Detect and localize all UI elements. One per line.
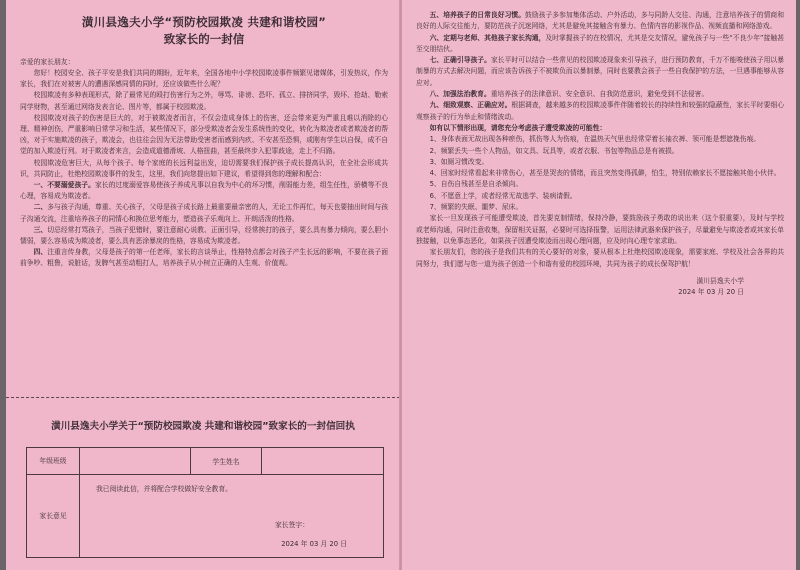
receipt-table [26, 447, 384, 558]
suggestion-item: 五、培养孩子的日常良好习惯。鼓励孩子多参加集体活动、户外活动，多与同龄人交往、沟通，注意培养孩子的情商和良好的人际交往能力，要防范孩子沉迷网络，尤其是避免其接触含有暴力、色情内容的影视作品、视频直播和网络游戏。 [416, 11, 784, 31]
signature-label: 家长签字： [275, 521, 309, 529]
suggestion-item: 二、多与孩子沟通，尊重、关心孩子，父母是孩子成长路上最重要最亲密的人，无论工作再忙，每天也要抽出时间与孩子沟通交流，注重培养孩子的同情心和换位思考能力，塑造孩子乐观向上、开朗活泼的性格。 [20, 203, 389, 223]
student-name-field[interactable] [262, 448, 384, 475]
sign-item: 3、如厕习惯改变。 [429, 157, 489, 166]
grade-class-field[interactable] [80, 448, 191, 475]
suggestion-item: 八、加强法治教育。重培养孩子的法律意识、安全意识、自我防范意识，避免受到不法侵害。 [429, 90, 709, 99]
cut-line [6, 397, 400, 398]
sign-item: 1、身体表面无故出现各种瘀伤，抓伤等人为伤痕，在温热天气里也经常穿着长袖衣裤、领可能是想遮挽伤痕。 [429, 135, 761, 144]
sign-item: 4、回家时经常看起来非常伤心，甚至是哭丧的情绪，而且突然变得孤僻，怕生，特别依赖家长不愿接触其他小伙伴。 [429, 169, 781, 178]
signs-intro: 如有以下情形出现，请您充分考虑孩子遭受欺凌的可能性： [429, 123, 607, 132]
parent-opinion-label: 家长意见 [27, 475, 80, 558]
closing-paragraph: 家长朋友们，您的孩子是我们共有的关心要好的对象，要从根本上杜绝校园欺凌现象，需要家庭、学校及社会各界的共同努力，我们愿与您一道为孩子创造一个和谐有爱的校园环境，共同为孩子的成长保驾护航！ [416, 248, 784, 268]
signs-list [416, 134, 784, 213]
letter-subtitle: 致家长的一封信 [163, 32, 245, 46]
receipt-title: 潢川县逸夫小学关于“预防校园欺凌 共建和谐校园”致家长的一封信回执 [51, 421, 355, 432]
letter-page-left [6, 0, 400, 570]
student-name-label: 学生姓名 [191, 448, 262, 475]
opinion-text: 我已阅读此信，并将配合学校做好安全教育。 [96, 485, 232, 493]
harm-paragraph: 校园欺凌对孩子的伤害是巨大的，对于被欺凌者而言，不仅会造成身体上的伤害，还会带来更为严重且难以消除的心理、精神创伤，严重影响日常学习和生活，某些情况下，部分受欺凌者会发生系统性的变化，转化为欺凌者或者欺凌者的帮凶，对于实施欺凌的孩子，欺凌会，也往往会因为无法带助受害者而感到内疚、不安甚至恐惧，或刚有学生以自保，成不自觉的加入欺凌行列。对于欺凌者来言，会造成道德滑坡、人格扭曲，甚至最终步入犯罪歧途，走上不归路。 [20, 113, 388, 156]
response-paragraph: 家长一旦发现孩子可能遭受欺凌，首先要克制情绪，保持冷静，要鼓励孩子勇敢的说出来（这个很重要），及时与学校或老师沟通，同时注意收集，保留相关证据，必要时可选择报警，运用法律武器来保护孩子，尽量避免与欺凌者或其家长单独接触，以免事态恶化，如果孩子因遭受欺凌而出现心理问题，应及时向心理专家求助。 [416, 214, 784, 245]
sign-item: 7、频繁的失眠、噩梦、尿床。 [429, 203, 523, 212]
letter-page-right [402, 0, 796, 570]
intro-paragraph: 您好！校园安全、孩子平安是我们共同的期盼，近年来，全国各地中小学校园欺凌事件频繁见诸媒体，引发热议，作为家长，我们在对被害人的遭遇深感同情的同时，还应该做些什么呢？ [20, 69, 388, 89]
suggestion-item: 六、定期与老师、其他孩子家长沟通，及时掌握孩子的在校情况，尤其是交友情况，避免孩子与一些“不良少年”接触甚至交朋结伙。 [416, 33, 784, 53]
suggestion-item: 一、不要溺爱孩子。家长的过度溺爱容易使孩子养成凡事以自我为中心的坏习惯，削弱能力差，组生任性，骄横等不良心理，容易成为欺凌者。 [20, 181, 388, 201]
suggestion-item: 三、切忌经常打骂孩子，当孩子犯错时，要注意耐心说教、正面引导，经常挨打的孩子，要么具有暴力倾向，要么胆小懦弱，要么容易成为欺凌者，要么具有恶涂暴戾的性格，容易成为欺凌者。 [20, 225, 389, 246]
grade-class-label: 年级班级 [27, 448, 80, 475]
receipt-date: 2024 年 03 月 20 日 [281, 540, 347, 548]
suggestion-intro-paragraph: 校园欺凌危害巨大，从每个孩子、每个家庭的长远利益出发，迫切需要我们保护孩子成长提高认识，在全社会形成共识，共同防止，杜绝校园欺凌事件的发生，这里，我们向您提出如下建议，希望得到您的理解和配合： [20, 158, 388, 178]
parent-opinion-field[interactable] [80, 475, 384, 558]
suggestion-item: 四、注重言传身教，父母是孩子的第一任老师，家长的言谈举止，性格特点都会对孩子产生长远的影响，不要在孩子面前争吵、粗鲁，说脏话，发脾气甚至动粗打人，培养孩子从小树立正确的人生观、价值观。 [20, 248, 389, 268]
letter-title: 潢川县逸夫小学“预防校园欺凌 共建和谐校园” [81, 15, 327, 29]
salutation: 亲爱的家长朋友： [20, 58, 75, 66]
signature-school: 潢川县逸夫小学 [696, 276, 744, 285]
signature-date: 2024 年 03 月 20 日 [678, 287, 744, 296]
suggestion-item: 九、细致观察、正确应对。根据调查，越来越多的校园欺凌事件伴随着较长的持续性和较强的隐蔽性，家长平时要细心观察孩子的行为举止和情绪波动。 [416, 101, 785, 121]
sign-item: 5、自伤自残甚至是自杀倾向。 [429, 180, 523, 189]
sign-item: 6、不愿意上学，或者经常无故逃学、装病请假。 [429, 191, 577, 200]
sign-item: 2、频繁丢失一些个人物品，如文具、玩具等，或者衣服、书包等物品总是有被损。 [429, 146, 679, 155]
suggestion-item: 七、正确引导孩子。家长平时可以结合一些常见的校园欺凌现象来引导孩子，进行预防教育，千万不能唆使孩子用以暴制暴的方式去解决问题，而应该告诉孩子不被欺负而以暴制暴，同时也要教会孩子一些自我保护的方法，一旦遇事能够从容应对。 [416, 56, 784, 87]
forms-paragraph: 校园欺凌有多种表现形式，除了最常见的殴打伤害行为之外，辱骂、诽谤、恐吓、孤立、排挤同学，毁坏、抢劫、勒索同学财物，甚至通过网络发表言论、图片等，都属于校园欺凌。 [20, 91, 388, 111]
